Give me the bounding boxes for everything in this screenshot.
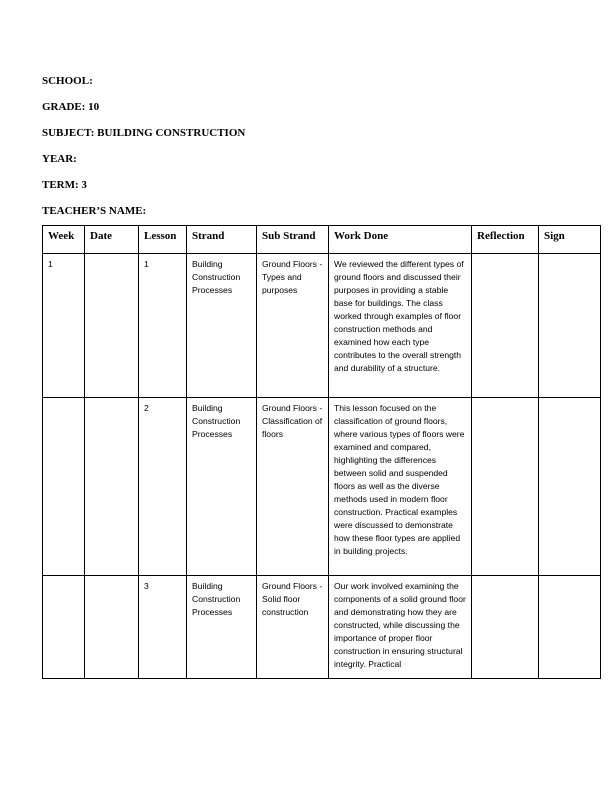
table-row xyxy=(43,254,601,398)
column-header-reflection: Reflection xyxy=(472,226,539,254)
work-record-table xyxy=(42,225,601,679)
work-done-cell: Our work involved examining the components of a solid ground floor and demonstrating how they are constructed, while discussing the importance of proper floor construction in ensuring structural integrity. Practical xyxy=(329,576,472,679)
sub-strand-cell: Ground Floors - Solid floor construction xyxy=(257,576,329,679)
strand-cell: Building Construction Processes xyxy=(187,576,257,679)
sign-cell xyxy=(539,576,601,679)
grade-line: GRADE: 10 xyxy=(42,101,100,113)
sub-strand-cell: Ground Floors - Types and purposes xyxy=(257,254,329,398)
sub-strand-cell: Ground Floors - Classification of floors xyxy=(257,398,329,576)
date-cell xyxy=(85,398,139,576)
sign-cell xyxy=(539,398,601,576)
reflection-cell xyxy=(472,576,539,679)
work-done-cell: We reviewed the different types of ground floors and discussed their purposes in providing a stable base for buildings. The class worked through examples of floor construction methods and examined how each type contributes to the overall strength and durability of a structure. xyxy=(329,254,472,398)
reflection-cell xyxy=(472,398,539,576)
table-row xyxy=(43,576,601,679)
document-header xyxy=(42,74,582,230)
date-cell xyxy=(85,254,139,398)
column-header-work-done: Work Done xyxy=(329,226,472,254)
year-line: YEAR: xyxy=(42,153,77,165)
table-row xyxy=(43,398,601,576)
subject-line: SUBJECT: BUILDING CONSTRUCTION xyxy=(42,127,246,139)
work-done-cell: This lesson focused on the classification of ground floors, where various types of floors were examined and compared, highlighting the differences between solid and suspended floors as well as the diverse methods used in modern floor construction. Practical examples were discussed to demonstrate how these floor types are applied in building projects. xyxy=(329,398,472,576)
column-header-sign: Sign xyxy=(539,226,601,254)
term-line: TERM: 3 xyxy=(42,179,87,191)
column-header-lesson: Lesson xyxy=(139,226,187,254)
date-cell xyxy=(85,576,139,679)
sign-cell xyxy=(539,254,601,398)
column-header-date: Date xyxy=(85,226,139,254)
lesson-cell: 2 xyxy=(139,398,187,576)
week-cell xyxy=(43,398,85,576)
week-cell xyxy=(43,576,85,679)
lesson-cell: 3 xyxy=(139,576,187,679)
table-header-row xyxy=(43,226,601,254)
school-line: SCHOOL: xyxy=(42,75,93,87)
teacher-name-line: TEACHER’S NAME: xyxy=(42,205,147,217)
column-header-week: Week xyxy=(43,226,85,254)
strand-cell: Building Construction Processes xyxy=(187,398,257,576)
column-header-strand: Strand xyxy=(187,226,257,254)
strand-cell: Building Construction Processes xyxy=(187,254,257,398)
week-cell: 1 xyxy=(43,254,85,398)
lesson-cell: 1 xyxy=(139,254,187,398)
reflection-cell xyxy=(472,254,539,398)
column-header-sub-strand: Sub Strand xyxy=(257,226,329,254)
